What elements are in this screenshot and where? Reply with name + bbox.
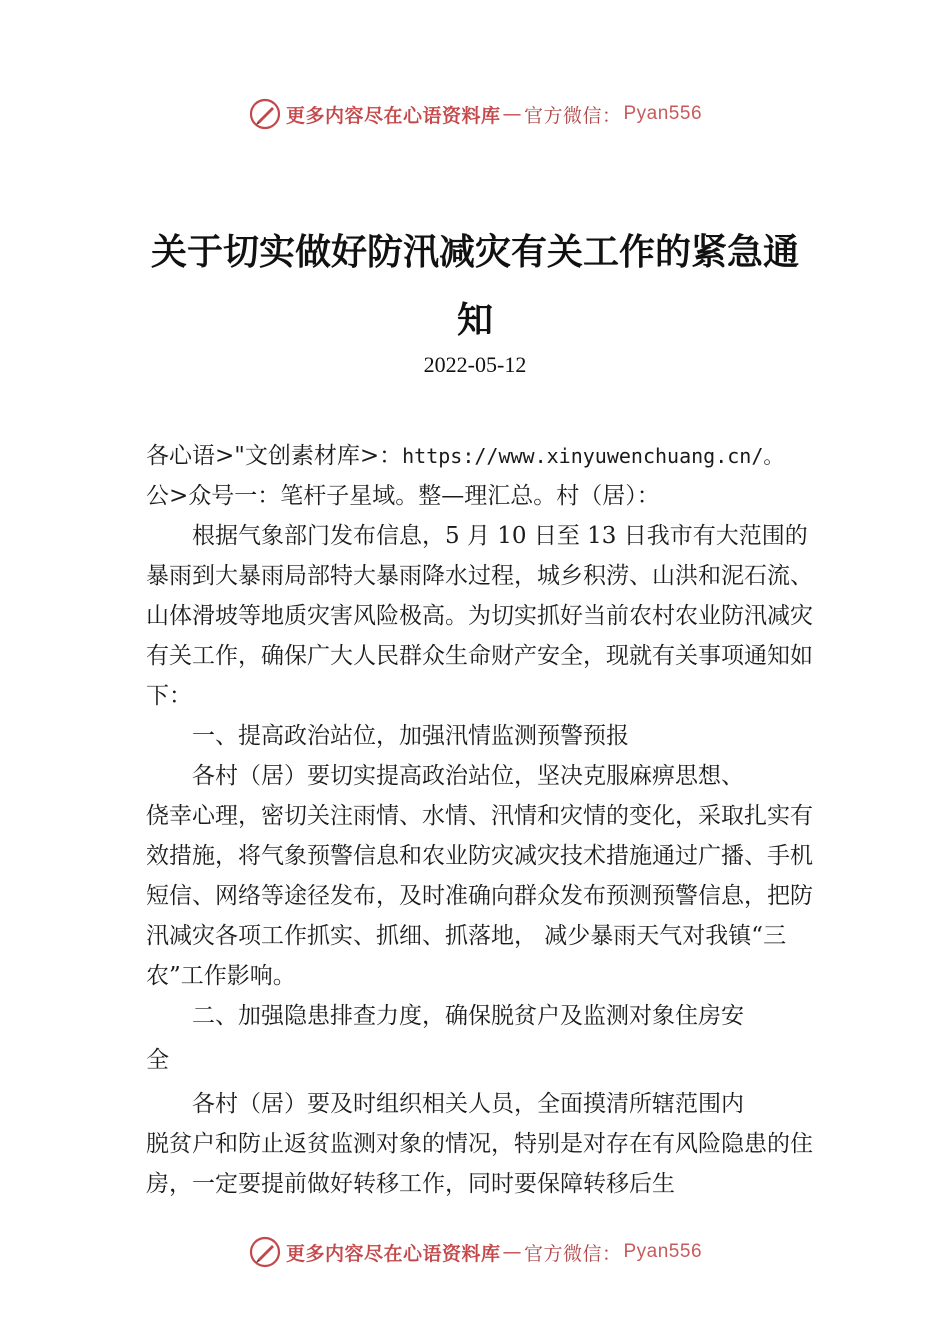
document-body [146, 436, 826, 1204]
paragraph-3-line-1: 各村（居）要及时组织相关人员，全面摸清所辖范围内 [192, 1091, 744, 1117]
intro-prefix: 各心语>"文创素材库>： [146, 443, 403, 469]
pen-logo-icon [248, 97, 282, 131]
title-line-2: 知 [456, 299, 493, 341]
heading-2-line-2: 全 [146, 1047, 169, 1073]
banner-brand: 更多内容尽在心语资料库 [285, 104, 501, 127]
banner-handle: Pyan556 [623, 1241, 703, 1262]
banner-brand: 更多内容尽在心语资料库 [285, 1242, 501, 1265]
heading-2-line-1: 二、加强隐患排查力度，确保脱贫户及监测对象住房安 [192, 1003, 744, 1029]
document-date: 2022-05-12 [423, 352, 527, 377]
paragraph-1: 根据气象部门发布信息，5 月 10 日至 13 日我市有大范围的暴雨到大暴雨局部特大暴雨降水过程，城乡积涝、山洪和泥石流、山体滑坡等地质灾害风险极高。为切实抓好当前农村农业防汛减灾有关工作，确保广大人民群众生命财产安全，现就有关事项通知如下： [146, 523, 813, 709]
header-banner [0, 92, 950, 136]
banner-handle: Pyan556 [623, 103, 703, 124]
paragraph-2-rest: 侥幸心理，密切关注雨情、水情、汛情和灾情的变化，采取扎实有效措施，将气象预警信息和农业防灾减灾技术措施通过广播、手机短信、网络等途径发布，及时准确向群众发布预测预警信息，把防汛减灾各项工作抓实、抓细、抓落地， 减少暴雨天气对我镇“三农”工作影响。 [146, 803, 813, 989]
paragraph-3-rest: 脱贫户和防止返贫监测对象的情况，特别是对存在有风险隐患的住房，一定要提前做好转移工作，同时要保障转移后生 [146, 1131, 813, 1197]
banner-wechat-label: 官方微信： [523, 1242, 622, 1265]
paragraph-2-line-1: 各村（居）要切实提高政治站位，坚决克服麻痹思想、 [192, 763, 744, 789]
banner-dash: — [502, 103, 522, 125]
intro-url: https://www.xinyuwenchuang.cn/。 [402, 444, 784, 468]
heading-1: 一、提高政治站位，加强汛情监测预警预报 [192, 723, 629, 749]
banner-dash: — [502, 1241, 522, 1263]
title-line-1: 关于切实做好防汛减灾有关工作的紧急通 [150, 231, 799, 273]
intro-line-1 [146, 436, 826, 476]
banner-wechat-label: 官方微信： [523, 104, 622, 127]
footer-banner [0, 1230, 950, 1274]
pen-logo-icon [248, 1235, 282, 1269]
intro-line-2: 公>众号一：笔杆子星域。整—理汇总。村（居）： [146, 483, 660, 509]
document-title [130, 218, 820, 354]
